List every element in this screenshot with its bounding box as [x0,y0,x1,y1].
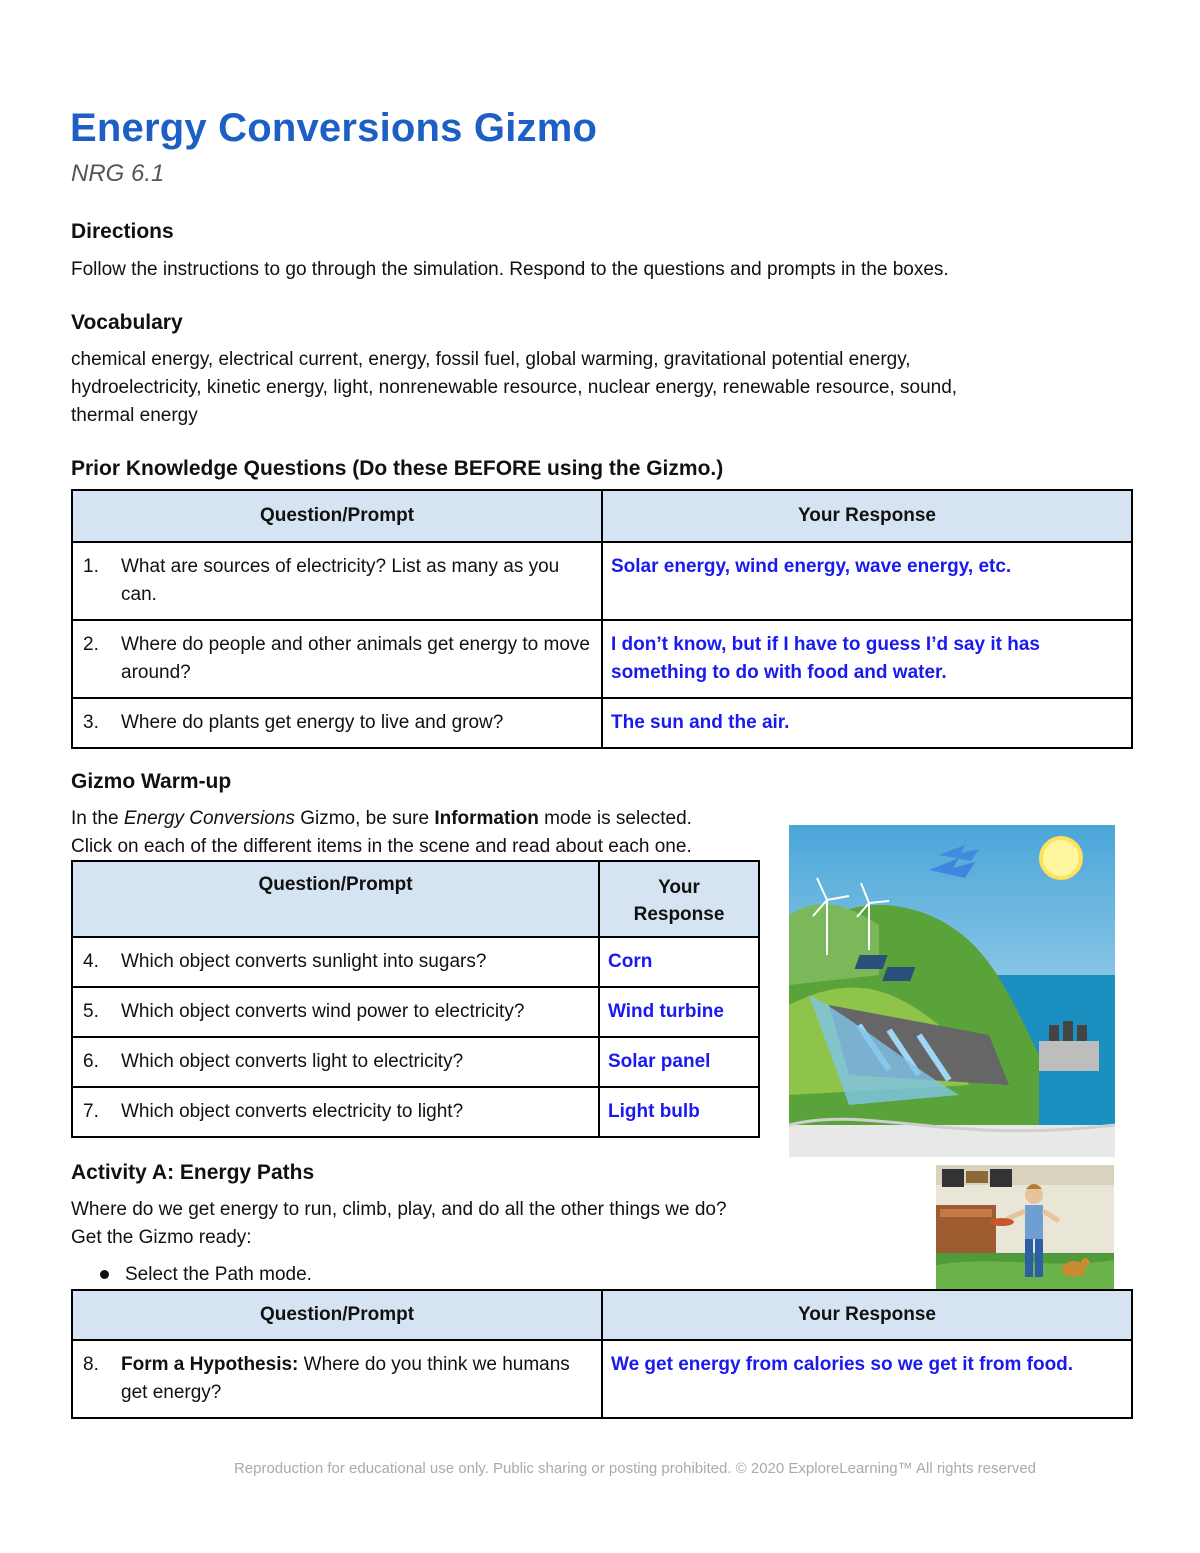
question-number: 6. [83,1051,99,1072]
activity-a-heading: Activity A: Energy Paths [71,1161,315,1184]
column-header-question: Question/Prompt [72,1290,602,1340]
response-cell[interactable] [602,620,1132,698]
bullet-icon [100,1270,109,1279]
table-row [72,1037,759,1087]
activity-scene-image [936,1165,1114,1293]
response-text: Solar panel [608,1051,711,1072]
directions-heading: Directions [71,220,174,243]
question-number: 2. [83,634,99,655]
activity-line-2: Get the Gizmo ready: [71,1227,252,1248]
warmup-line-1 [71,805,692,833]
response-cell[interactable] [599,1037,759,1087]
text-run: Gizmo, be sure [294,808,435,829]
column-header-response [599,861,759,937]
question-text: Where do plants get energy to live and grow? [121,712,504,733]
response-cell[interactable] [599,987,759,1037]
text-run-italic: Energy Conversions [123,808,295,829]
table-row [72,937,759,987]
response-text: Wind turbine [608,1001,724,1022]
question-number: 5. [83,1001,99,1022]
sun-icon [1041,838,1081,878]
response-text: Light bulb [608,1101,700,1122]
warmup-table [71,860,760,1138]
question-text [121,1351,593,1407]
question-body: Where do you think we humans get energy? [121,1354,570,1403]
activity-line-1: Where do we get energy to run, climb, play, and do all the other things we do? [71,1199,727,1220]
page-code: NRG 6.1 [71,160,165,187]
prior-knowledge-table [71,489,1133,749]
text-run: In the [71,808,124,829]
question-label-bold: Form a Hypothesis: [121,1354,299,1375]
speaker-icon [942,1169,964,1187]
response-text: Solar energy, wind energy, wave energy, etc. [611,556,1012,577]
response-text: I don’t know, but if I have to guess I’d say it has something to do with food and water. [611,634,1040,683]
question-text: Which object converts wind power to electricity? [121,1001,525,1022]
column-header-question: Question/Prompt [72,490,602,542]
gizmo-warmup-heading: Gizmo Warm-up [71,770,232,793]
response-text: The sun and the air. [611,712,790,733]
question-number: 4. [83,951,99,972]
text-run-bold: Information [434,808,539,829]
response-cell[interactable] [599,1087,759,1137]
activity-table [71,1289,1133,1419]
question-text: What are sources of electricity? List as many as you can. [121,556,560,605]
bullet-text: Select the Path mode. [125,1264,312,1285]
activity-instructions [71,1196,727,1252]
kitchen-scene-illustration [936,1165,1114,1293]
column-header-question [72,861,599,937]
table-row [72,698,1132,748]
page-title: Energy Conversions Gizmo [70,106,598,150]
question-number: 7. [83,1101,99,1122]
column-header-response: Your Response [602,490,1132,542]
energy-scene-illustration [789,825,1115,1157]
table-row [72,1087,759,1137]
column-header-text: Question/Prompt [258,874,413,895]
vocabulary-text [71,346,957,430]
response-text: Corn [608,951,653,972]
question-text: Where do people and other animals get energy to move around? [121,634,590,683]
question-text: Which object converts light to electricity? [121,1051,464,1072]
vocabulary-line: thermal energy [71,405,198,426]
food-plate-icon [990,1218,1014,1226]
response-text: We get energy from calories so we get it from food. [611,1354,1074,1375]
response-cell[interactable] [602,1340,1132,1418]
question-number: 3. [83,712,99,733]
response-cell[interactable] [602,698,1132,748]
warmup-instructions [71,805,692,861]
text-run: mode is selected. [538,808,692,829]
vocabulary-line: chemical energy, electrical current, energy, fossil fuel, global warming, gravitational potential energy, [71,349,911,370]
response-cell[interactable] [602,542,1132,620]
bullet-item [100,1264,312,1286]
table-row [72,1340,1132,1418]
gizmo-scene-image [789,825,1115,1157]
question-text: Which object converts electricity to light? [121,1101,464,1122]
prior-knowledge-heading: Prior Knowledge Questions (Do these BEFORE using the Gizmo.) [71,457,724,480]
table-row [72,542,1132,620]
column-header-response: Your Response [602,1290,1132,1340]
warmup-line-2: Click on each of the different items in the scene and read about each one. [71,836,692,857]
speaker-icon [990,1169,1012,1187]
response-cell[interactable] [599,937,759,987]
column-header-text: Your Response [633,877,725,925]
question-number: 1. [83,556,99,577]
table-row [72,620,1132,698]
vocabulary-heading: Vocabulary [71,311,183,334]
footer-copyright: Reproduction for educational use only. Public sharing or posting prohibited. © 2020 ExploreLearning™ All rights reserved [233,1460,1037,1477]
question-number: 8. [83,1354,99,1375]
table-row [72,987,759,1037]
question-text: Which object converts sunlight into sugars? [121,951,487,972]
directions-text: Follow the instructions to go through the simulation. Respond to the questions and prompts in the boxes. [71,259,949,280]
vocabulary-line: hydroelectricity, kinetic energy, light, nonrenewable resource, nuclear energy, renewable resource, sound, [71,377,958,398]
